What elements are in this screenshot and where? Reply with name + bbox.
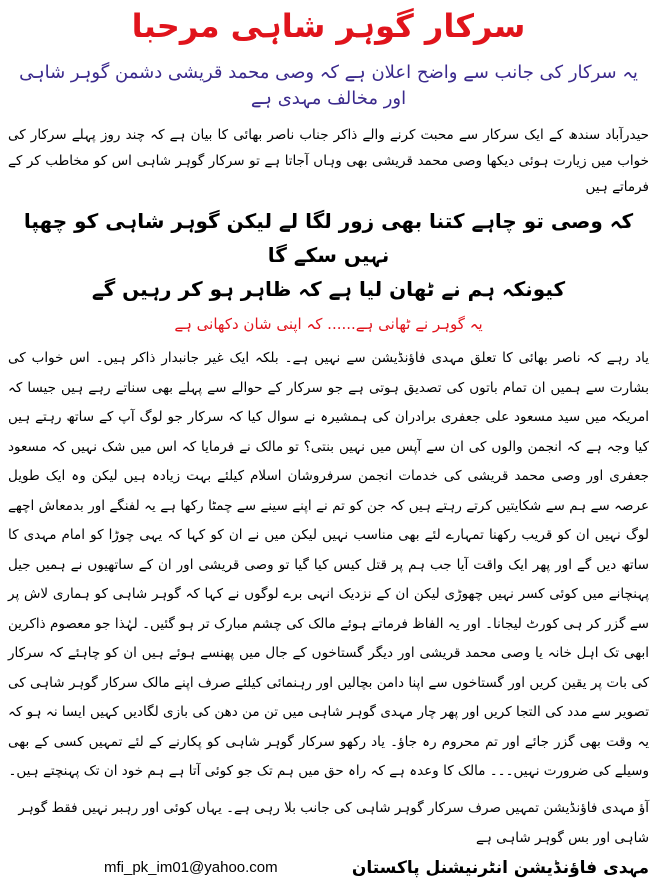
- page-title: سرکار گوہر شاہی مرحبا: [131, 7, 526, 45]
- slogan: یہ گوہر نے ٹھانی ہے...... کہ اپنی شان دکھانی ہے: [174, 315, 483, 333]
- quote-line-2: کیونکہ ہم نے ٹھان لیا ہے کہ ظاہر ہو کر رہیں گے: [91, 277, 566, 301]
- body-paragraph: یاد رہے کہ ناصر بھائی کا تعلق مہدی فاؤنڈیشن سے نہیں ہے۔ بلکہ ایک غیر جانبدار ذاکر ہیں۔ اس خواب کی بشارت سے ہمیں ان تمام باتوں کی تصدیق ہوتی ہے جو سرکار کے حوالے سے پہلے بھی سناتے رہے ہیں جیسا کہ امریکہ میں سید مسعود علی جعفری برادران کی ہمشیرہ نے سوال کیا کہ سرکار جو لوگ آپ کے ساتھ رہتے ہیں کیا وجہ ہے کہ انجمن والوں کی ان سے آپس میں نہیں بنتی؟ تو مالک نے فرمایا کہ اس میں شک نہیں کہ مسعود جعفری اور وصی محمد قریشی کی خدمات انجمن سرفروشان اسلام کیلئے بہت زیادہ ہیں لیکن وہ ایک طویل عرصہ سے ہم سے شکایتیں کرتے رہتے ہیں کہ جن کو تم نے اپنے سینے سے چمٹا رکھا ہے یہ لفنگے اور بدمعاش اچھے لوگ نہیں ان کو قریب رکھنا تمہارے لئے بھی مناسب نہیں لیکن میں نے ان کو کہا کہ یہی چوڑا کو امام مہدی کا ساتھ دیں گے اور پھر ایک واقت آیا جب ہم پر قتل کیس کیا گیا تو وصی قریشی اور ان کے ساتھیوں نے ہمیں جیل پہنچانے میں کوئی کسر نہیں چھوڑی لیکن ان کے نزدیک انہی برے لوگوں نے کہا کہ گوہر شاہی کو ہماری لاش پر سے گزر کر ہی کورٹ لیجانا۔ اور یہ الفاظ فرماتے ہوئے مالک کی چشم مبارک تر ہو گئیں۔ لہٰذا جو معصوم ذاکرین ابھی تک اہل خانہ یا وصی محمد قریشی اور دیگر گستاخوں کے جال میں پھنسے ہوئے ہیں ان کو چاہئے کہ سرکار کی بات پر یقین کریں اور گستاخوں سے اپنا دامن بچالیں اور رہنمائی کیلئے صرف اپنے مالک سرکار گوہر شاہی کی تصویر سے مدد کی التجا کریں اور پھر چار مہدی گوہر شاہی میں تن من دھن کی بازی لگادیں کہیں ایسا نہ ہو کہ یہ وقت بھی گزر جائے اور تم محروم رہ جاؤ۔ یاد رکھو سرکار گوہر شاہی کو پکارنے کے لئے تمہیں کسی کے بھی وسیلے کی ضرورت نہیں۔۔۔ مالک کا وعدہ ہے کہ راہ حق میں ہم تک جو کوئی آتا ہے ہم خود ان تک پہنچتے ہیں۔: [8, 350, 649, 779]
- poster-page: [0, 4, 657, 878]
- intro-paragraph: حیدرآباد سندھ کے ایک سرکار سے محبت کرنے والے ذاکر جناب ناصر بھائی کا بیان ہے کہ چند روز پہلے سرکار کی خواب میں زیارت ہوئی دیکھا وصی محمد قریشی بھی وہاں آجاتا ہے تو سرکار گوہر شاہی اس کو مخاطب کر کے فرماتے ہیں: [8, 127, 649, 195]
- contact-email[interactable]: mfi_pk_im01@yahoo.com: [104, 858, 278, 876]
- footer: [8, 857, 649, 878]
- quote-line-1: کہ وصی تو چاہے کتنا بھی زور لگا لے لیکن گوہر شاہی کو چھپا نہیں سکے گا: [23, 209, 634, 267]
- organization-name: مہدی فاؤنڈیشن انٹرنیشنل پاکستان: [351, 857, 649, 878]
- announcement-subtitle: یہ سرکار کی جانب سے واضح اعلان ہے کہ وصی محمد قریشی دشمن گوہر شاہی اور مخالف مہدی ہے: [19, 62, 638, 109]
- closing-paragraph: آؤ مہدی فاؤنڈیشن تمہیں صرف سرکار گوہر شاہی کی جانب بلا رہی ہے۔ یہاں کوئی اور رہبر نہیں فقط گوہر شاہی اور بس گوہر شاہی ہے: [18, 799, 649, 846]
